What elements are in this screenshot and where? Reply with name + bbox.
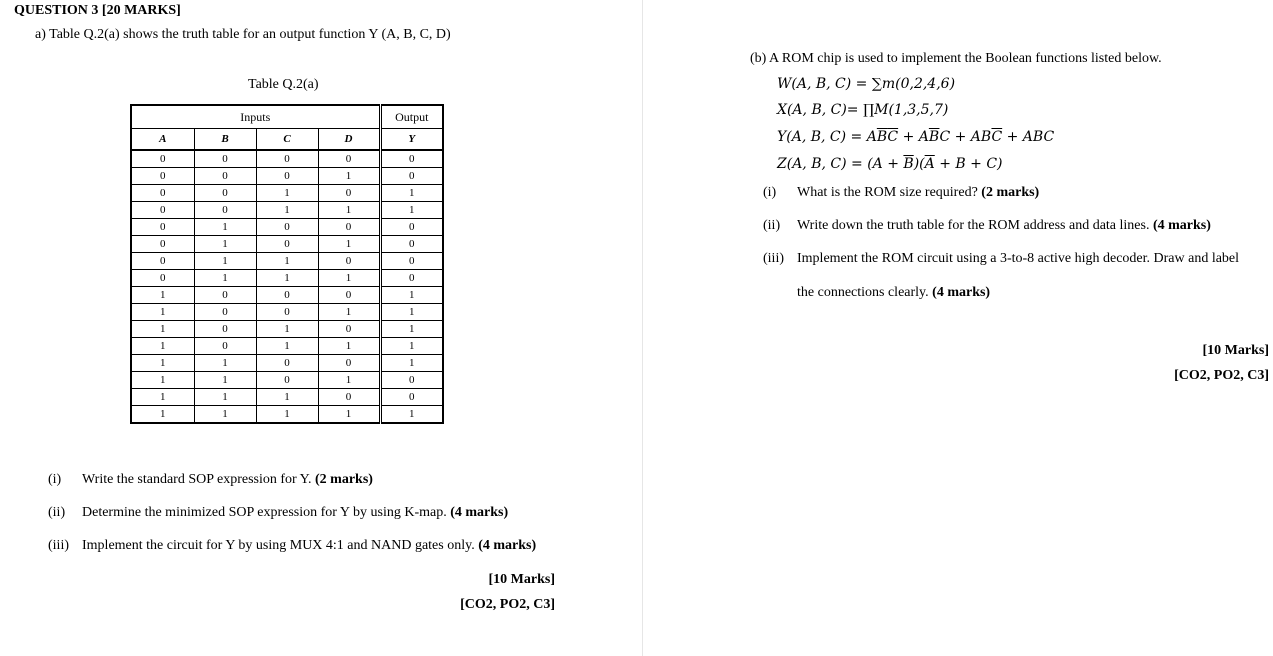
col-header-a: A bbox=[131, 129, 194, 151]
function-x: X(A, B, C)= ∏M(1,3,5,7) bbox=[777, 102, 949, 118]
truth-table-cell-c: 0 bbox=[256, 287, 318, 304]
truth-table-cell-b: 0 bbox=[194, 304, 256, 321]
truth-table-cell-c: 0 bbox=[256, 150, 318, 168]
part-b-question-3-continued bbox=[797, 285, 990, 301]
question-text-continued: the connections clearly. bbox=[797, 285, 929, 300]
truth-table-cell-y: 0 bbox=[380, 389, 443, 406]
question-title: QUESTION 3 [20 MARKS] bbox=[14, 3, 181, 18]
truth-table-cell-c: 1 bbox=[256, 270, 318, 287]
truth-table-row bbox=[131, 406, 443, 424]
question-marks: (4 marks) bbox=[450, 505, 509, 520]
truth-table-cell-c: 1 bbox=[256, 389, 318, 406]
truth-table-cell-d: 0 bbox=[318, 185, 380, 202]
question-number: (i) bbox=[48, 472, 62, 487]
truth-table bbox=[130, 104, 444, 424]
truth-table-cell-b: 0 bbox=[194, 168, 256, 185]
truth-table-cell-b: 1 bbox=[194, 219, 256, 236]
col-header-d: D bbox=[318, 129, 380, 151]
truth-table-cell-d: 0 bbox=[318, 355, 380, 372]
truth-table-row bbox=[131, 304, 443, 321]
truth-table-cell-d: 1 bbox=[318, 304, 380, 321]
truth-table-cell-y: 0 bbox=[380, 236, 443, 253]
part-b-outcomes: [CO2, PO2, C3] bbox=[1174, 368, 1269, 383]
question-marks: (4 marks) bbox=[478, 538, 537, 553]
truth-table-cell-b: 1 bbox=[194, 270, 256, 287]
question-marks: (4 marks) bbox=[932, 285, 991, 300]
truth-table-row bbox=[131, 150, 443, 168]
truth-table-cell-b: 1 bbox=[194, 355, 256, 372]
truth-table-row bbox=[131, 389, 443, 406]
truth-table-row bbox=[131, 270, 443, 287]
truth-table-cell-a: 1 bbox=[131, 304, 194, 321]
truth-table-cell-d: 0 bbox=[318, 321, 380, 338]
truth-table-cell-y: 1 bbox=[380, 406, 443, 424]
truth-table-cell-d: 1 bbox=[318, 168, 380, 185]
question-number: (ii) bbox=[763, 218, 781, 233]
truth-table-cell-d: 0 bbox=[318, 253, 380, 270]
truth-table-cell-c: 1 bbox=[256, 321, 318, 338]
truth-table-cell-c: 1 bbox=[256, 406, 318, 424]
truth-table-cell-y: 1 bbox=[380, 287, 443, 304]
truth-table-row bbox=[131, 219, 443, 236]
truth-table-cell-b: 0 bbox=[194, 287, 256, 304]
col-header-y: Y bbox=[380, 129, 443, 151]
truth-table-cell-a: 1 bbox=[131, 406, 194, 424]
part-a-intro: a) Table Q.2(a) shows the truth table for an output function Y (A, B, C, D) bbox=[35, 27, 451, 42]
col-header-b: B bbox=[194, 129, 256, 151]
truth-table-cell-y: 0 bbox=[380, 219, 443, 236]
truth-table-row bbox=[131, 338, 443, 355]
question-text: Write down the truth table for the ROM address and data lines. bbox=[797, 218, 1150, 233]
truth-table-row bbox=[131, 168, 443, 185]
question-number: (iii) bbox=[763, 251, 784, 266]
inputs-header: Inputs bbox=[131, 105, 380, 129]
truth-table-cell-d: 1 bbox=[318, 236, 380, 253]
truth-table-cell-y: 0 bbox=[380, 150, 443, 168]
truth-table-cell-y: 0 bbox=[380, 253, 443, 270]
truth-table-row bbox=[131, 321, 443, 338]
part-b-intro: (b) A ROM chip is used to implement the Boolean functions listed below. bbox=[750, 51, 1162, 66]
truth-table-cell-y: 1 bbox=[380, 202, 443, 219]
truth-table-cell-c: 0 bbox=[256, 236, 318, 253]
truth-table-cell-d: 0 bbox=[318, 389, 380, 406]
truth-table-cell-b: 1 bbox=[194, 253, 256, 270]
truth-table-cell-b: 1 bbox=[194, 372, 256, 389]
part-a-outcomes: [CO2, PO2, C3] bbox=[460, 597, 555, 612]
truth-table-cell-y: 1 bbox=[380, 321, 443, 338]
truth-table-cell-b: 0 bbox=[194, 150, 256, 168]
truth-table-cell-c: 1 bbox=[256, 185, 318, 202]
truth-table-cell-a: 1 bbox=[131, 355, 194, 372]
page-divider bbox=[642, 0, 643, 656]
truth-table-cell-d: 1 bbox=[318, 372, 380, 389]
truth-table-row bbox=[131, 355, 443, 372]
truth-table-cell-d: 1 bbox=[318, 406, 380, 424]
truth-table-cell-d: 0 bbox=[318, 150, 380, 168]
truth-table-cell-y: 0 bbox=[380, 168, 443, 185]
truth-table-cell-a: 0 bbox=[131, 202, 194, 219]
truth-table-body bbox=[131, 150, 443, 423]
table-caption: Table Q.2(a) bbox=[248, 77, 319, 92]
question-text: Implement the circuit for Y by using MUX 4:1 and NAND gates only. bbox=[82, 538, 475, 553]
output-header: Output bbox=[380, 105, 443, 129]
truth-table-cell-c: 1 bbox=[256, 202, 318, 219]
truth-table-cell-c: 0 bbox=[256, 304, 318, 321]
truth-table-cell-d: 1 bbox=[318, 270, 380, 287]
question-marks: (4 marks) bbox=[1152, 218, 1211, 233]
truth-table-cell-y: 0 bbox=[380, 270, 443, 287]
truth-table-cell-y: 1 bbox=[380, 355, 443, 372]
question-text: Determine the minimized SOP expression for Y by using K-map. bbox=[82, 505, 447, 520]
part-a-total-marks: [10 Marks] bbox=[488, 572, 555, 587]
col-header-c: C bbox=[256, 129, 318, 151]
function-y: Y(A, B, $C) = A\overline{B}\overline{C} + A\overline{B}C + AB\overline{C}$ + ABC bbox=[777, 129, 1055, 145]
truth-table-cell-a: 1 bbox=[131, 321, 194, 338]
truth-table-cell-a: 0 bbox=[131, 219, 194, 236]
truth-table-cell-a: 0 bbox=[131, 168, 194, 185]
function-z-lhs: Z(A, B, C) = bbox=[777, 156, 868, 172]
truth-table-row bbox=[131, 287, 443, 304]
truth-table-cell-a: 1 bbox=[131, 372, 194, 389]
truth-table-cell-a: 0 bbox=[131, 185, 194, 202]
truth-table-cell-c: 1 bbox=[256, 253, 318, 270]
truth-table-cell-d: 1 bbox=[318, 338, 380, 355]
truth-table-cell-b: 1 bbox=[194, 236, 256, 253]
function-y-lhs: Y(A, B, C) = bbox=[777, 129, 867, 145]
truth-table-cell-a: 0 bbox=[131, 236, 194, 253]
truth-table-cell-b: 0 bbox=[194, 321, 256, 338]
truth-table-cell-a: 0 bbox=[131, 150, 194, 168]
truth-table-cell-b: 0 bbox=[194, 185, 256, 202]
truth-table-cell-a: 1 bbox=[131, 287, 194, 304]
truth-table-cell-c: 0 bbox=[256, 219, 318, 236]
question-number: (i) bbox=[763, 185, 777, 200]
truth-table-cell-a: 0 bbox=[131, 253, 194, 270]
truth-table-row bbox=[131, 253, 443, 270]
question-marks: (2 marks) bbox=[315, 472, 373, 487]
truth-table-cell-c: 1 bbox=[256, 338, 318, 355]
truth-table-cell-b: 1 bbox=[194, 389, 256, 406]
question-text: Write the standard SOP expression for Y. bbox=[82, 472, 312, 487]
truth-table-cell-c: 0 bbox=[256, 355, 318, 372]
truth-table-row bbox=[131, 185, 443, 202]
part-b-total-marks: [10 Marks] bbox=[1202, 343, 1269, 358]
truth-table-cell-b: 1 bbox=[194, 406, 256, 424]
truth-table-cell-a: 1 bbox=[131, 338, 194, 355]
question-text: What is the ROM size required? bbox=[797, 185, 978, 200]
truth-table-cell-d: 0 bbox=[318, 287, 380, 304]
truth-table-cell-a: 1 bbox=[131, 389, 194, 406]
truth-table-cell-c: 0 bbox=[256, 372, 318, 389]
truth-table-cell-b: 0 bbox=[194, 202, 256, 219]
truth-table-cell-y: 0 bbox=[380, 372, 443, 389]
truth-table-row bbox=[131, 236, 443, 253]
truth-table-cell-b: 0 bbox=[194, 338, 256, 355]
truth-table-cell-c: 0 bbox=[256, 168, 318, 185]
function-w: W(A, B, C) = ∑m(0,2,4,6) bbox=[777, 76, 956, 92]
truth-table-cell-y: 1 bbox=[380, 185, 443, 202]
truth-table-cell-y: 1 bbox=[380, 304, 443, 321]
truth-table-cell-d: 1 bbox=[318, 202, 380, 219]
truth-table-cell-a: 0 bbox=[131, 270, 194, 287]
function-z: Z(A, B, $C) = (A + \overline{B})(\overline{A} + B + C)$ bbox=[777, 156, 1003, 172]
question-marks: (2 marks) bbox=[981, 185, 1040, 200]
truth-table-cell-d: 0 bbox=[318, 219, 380, 236]
truth-table-row bbox=[131, 372, 443, 389]
question-text: Implement the ROM circuit using a 3-to-8 active high decoder. Draw and label bbox=[797, 251, 1240, 266]
question-number: (ii) bbox=[48, 505, 66, 520]
truth-table-row bbox=[131, 202, 443, 219]
truth-table-cell-y: 1 bbox=[380, 338, 443, 355]
question-number: (iii) bbox=[48, 538, 69, 553]
